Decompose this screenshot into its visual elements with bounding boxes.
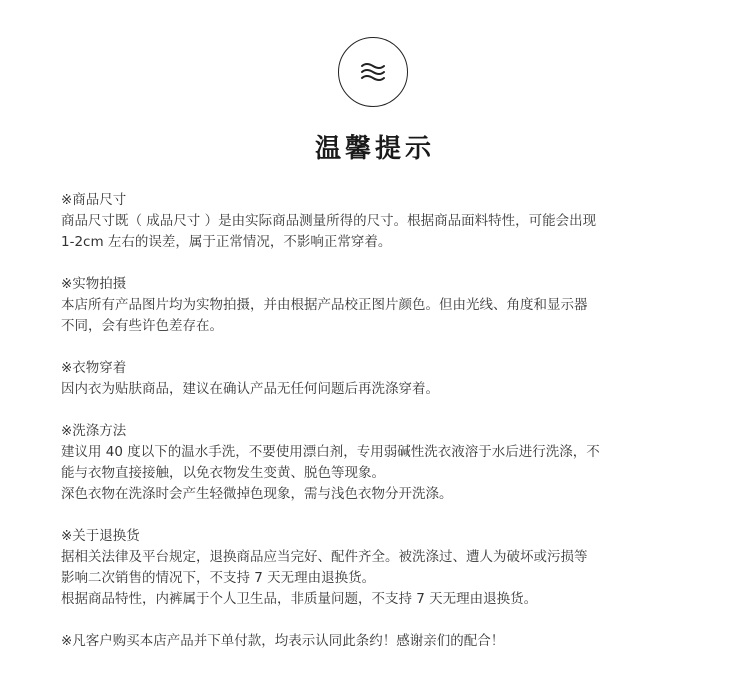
section-line: 本店所有产品图片均为实物拍摄，并由根据产品校正图片颜色。但由光线、角度和显示器 xyxy=(61,297,588,313)
section-returns xyxy=(61,526,693,610)
section-line: 根据商品特性，内裤属于个人卫生品，非质量问题，不支持 7 天无理由退换货。 xyxy=(61,591,538,607)
section-line: 不同，会有些许色差存在。 xyxy=(61,318,223,334)
section-title: ※洗涤方法 xyxy=(61,423,127,439)
page-title: 温馨提示 xyxy=(314,134,435,164)
badge-circle xyxy=(338,37,408,107)
section-line: 深色衣物在洗涤时会产生轻微掉色现象，需与浅色衣物分开洗涤。 xyxy=(61,486,453,502)
section-photo xyxy=(61,274,693,337)
section-size xyxy=(61,190,693,253)
notice-content xyxy=(61,190,693,652)
section-title: ※关于退换货 xyxy=(61,528,140,544)
section-title: ※实物拍摄 xyxy=(61,276,127,292)
section-line: 能与衣物直接接触，以免衣物发生变黄、脱色等现象。 xyxy=(61,465,385,481)
wave-icon xyxy=(360,61,386,83)
section-line: 因内衣为贴肤商品，建议在确认产品无任何问题后再洗涤穿着。 xyxy=(61,381,439,397)
section-washing xyxy=(61,421,693,505)
section-title: ※商品尺寸 xyxy=(61,192,127,208)
section-wearing xyxy=(61,358,693,400)
section-title: ※衣物穿着 xyxy=(61,360,127,376)
section-line: 1-2cm 左右的误差，属于正常情况，不影响正常穿着。 xyxy=(61,234,392,250)
section-line: 影响二次销售的情况下，不支持 7 天无理由退换货。 xyxy=(61,570,376,586)
section-line: 商品尺寸既（ 成品尺寸 ）是由实际商品测量所得的尺寸。根据商品面料特性，可能会出现 xyxy=(61,213,597,229)
section-line: 建议用 40 度以下的温水手洗，不要使用漂白剂，专用弱碱性洗衣液溶于水后进行洗涤，不 xyxy=(61,444,600,460)
section-line: 据相关法律及平台规定，退换商品应当完好、配件齐全。被洗涤过、遭人为破坏或污损等 xyxy=(61,549,588,565)
footer-note: ※凡客户购买本店产品并下单付款，均表示认同此条约！感谢亲们的配合！ xyxy=(61,633,505,649)
